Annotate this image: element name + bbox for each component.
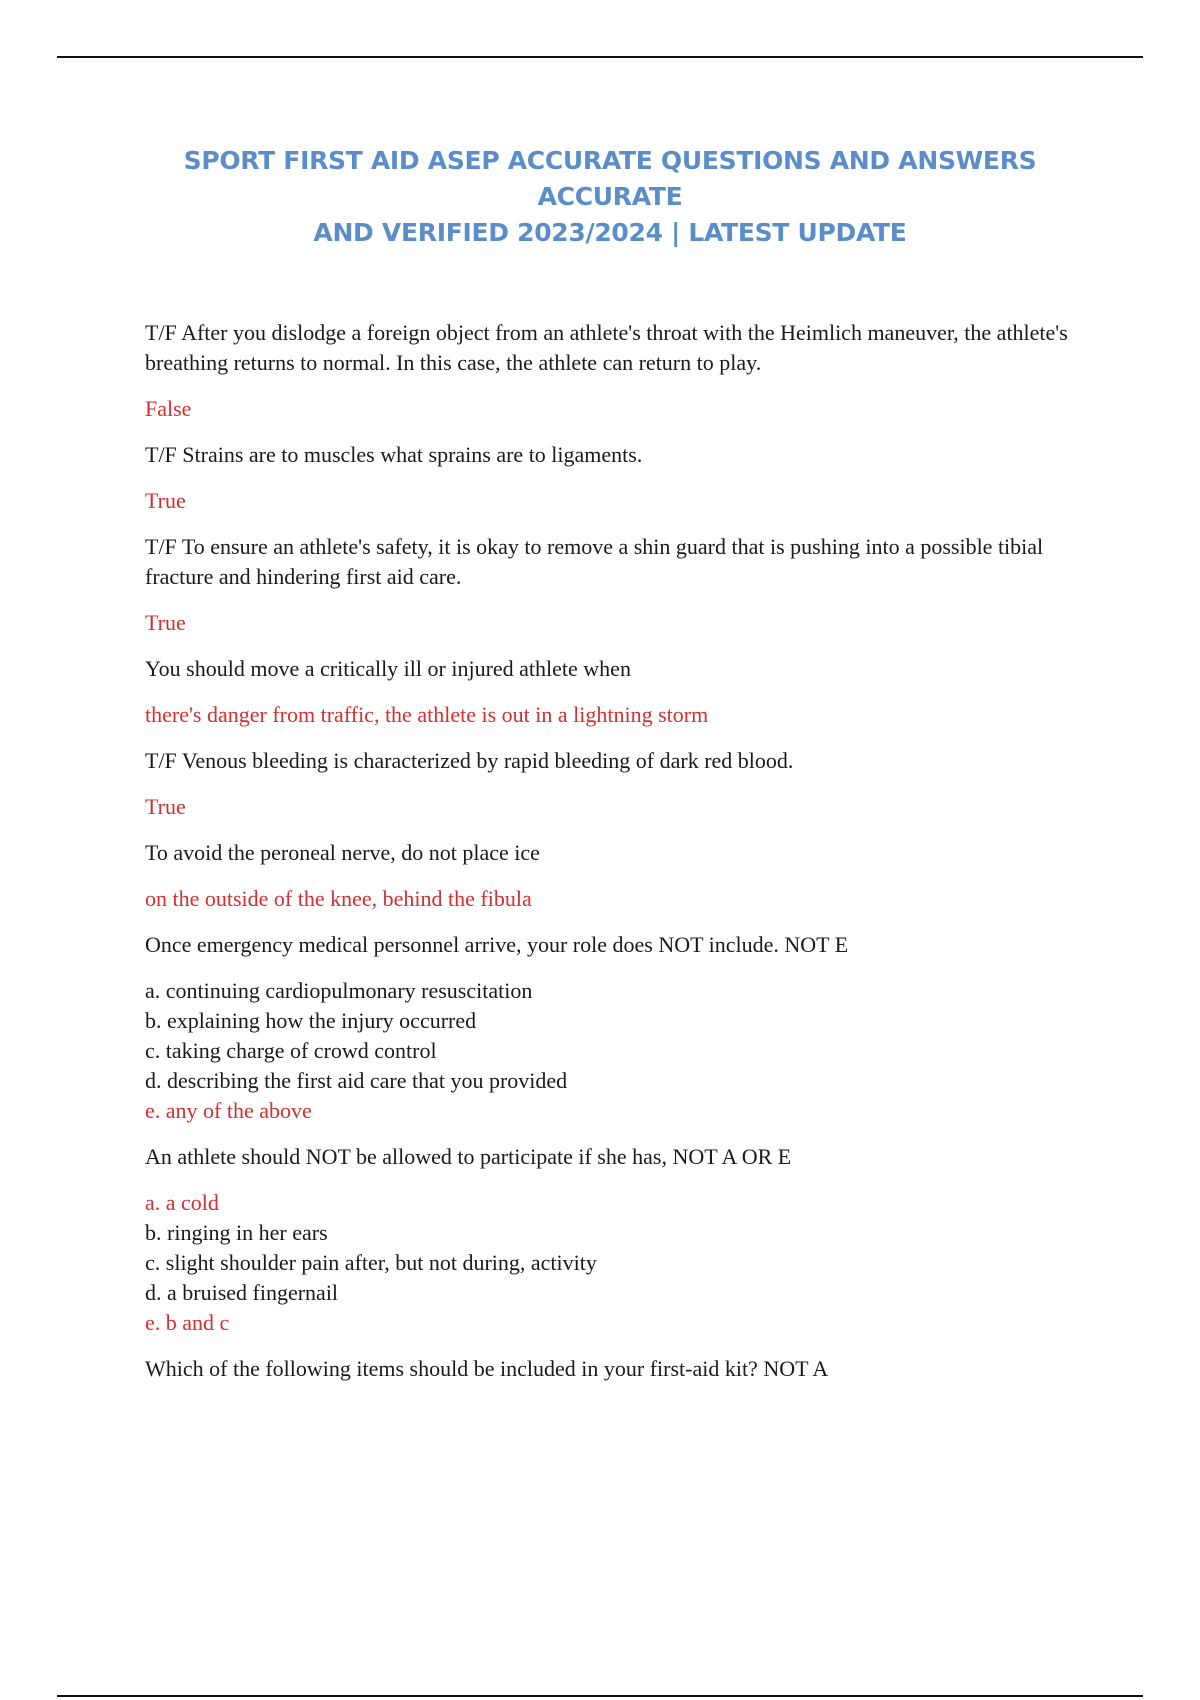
question-text: Which of the following items should be included in your first-aid kit? NOT A [145,1356,829,1381]
bottom-rule [57,1695,1143,1697]
mc-option: c. slight shoulder pain after, but not during, activity [145,1250,597,1275]
mc-option-correct: a. a cold [145,1190,219,1215]
answer-text: there's danger from traffic, the athlete is out in a lightning storm [145,702,709,727]
title-line-2: AND VERIFIED 2023/2024 | LATEST UPDATE [313,218,907,247]
mc-options-list [145,976,1095,1126]
answer-text: on the outside of the knee, behind the fibula [145,886,532,911]
question-text: To avoid the peroneal nerve, do not place ice [145,840,540,865]
mc-option: d. a bruised fingernail [145,1280,339,1305]
answer-text: True [145,794,186,819]
mc-option: d. describing the first aid care that you provided [145,1068,568,1093]
mc-option-correct: e. any of the above [145,1098,312,1123]
mc-options-list [145,1188,1095,1338]
mc-option: c. taking charge of crowd control [145,1038,437,1063]
mc-question-text: An athlete should NOT be allowed to participate if she has, NOT A OR E [145,1144,792,1169]
answer-text: True [145,488,186,513]
mc-question-text: Once emergency medical personnel arrive, your role does NOT include. NOT E [145,932,849,957]
mc-option: a. continuing cardiopulmonary resuscitation [145,978,533,1003]
question-text: T/F Strains are to muscles what sprains are to ligaments. [145,442,643,467]
mc-option-correct: e. b and c [145,1310,230,1335]
mc-option: b. ringing in her ears [145,1220,328,1245]
question-text: T/F After you dislodge a foreign object from an athlete's throat with the Heimlich maneuver, the athlete's breathing returns to normal. In this case, the athlete can return to play. [145,320,1068,375]
answer-text: True [145,610,186,635]
question-text: T/F To ensure an athlete's safety, it is okay to remove a shin guard that is pushing into a possible tibial fracture and hindering first aid care. [145,534,1044,589]
question-text: You should move a critically ill or injured athlete when [145,656,631,681]
qa-content [145,318,1095,1400]
top-rule [57,56,1143,58]
document-title [130,143,1090,251]
title-line-1: SPORT FIRST AID ASEP ACCURATE QUESTIONS AND ANSWERS ACCURATE [183,146,1037,211]
question-text: T/F Venous bleeding is characterized by rapid bleeding of dark red blood. [145,748,794,773]
answer-text: False [145,396,192,421]
mc-option: b. explaining how the injury occurred [145,1008,477,1033]
